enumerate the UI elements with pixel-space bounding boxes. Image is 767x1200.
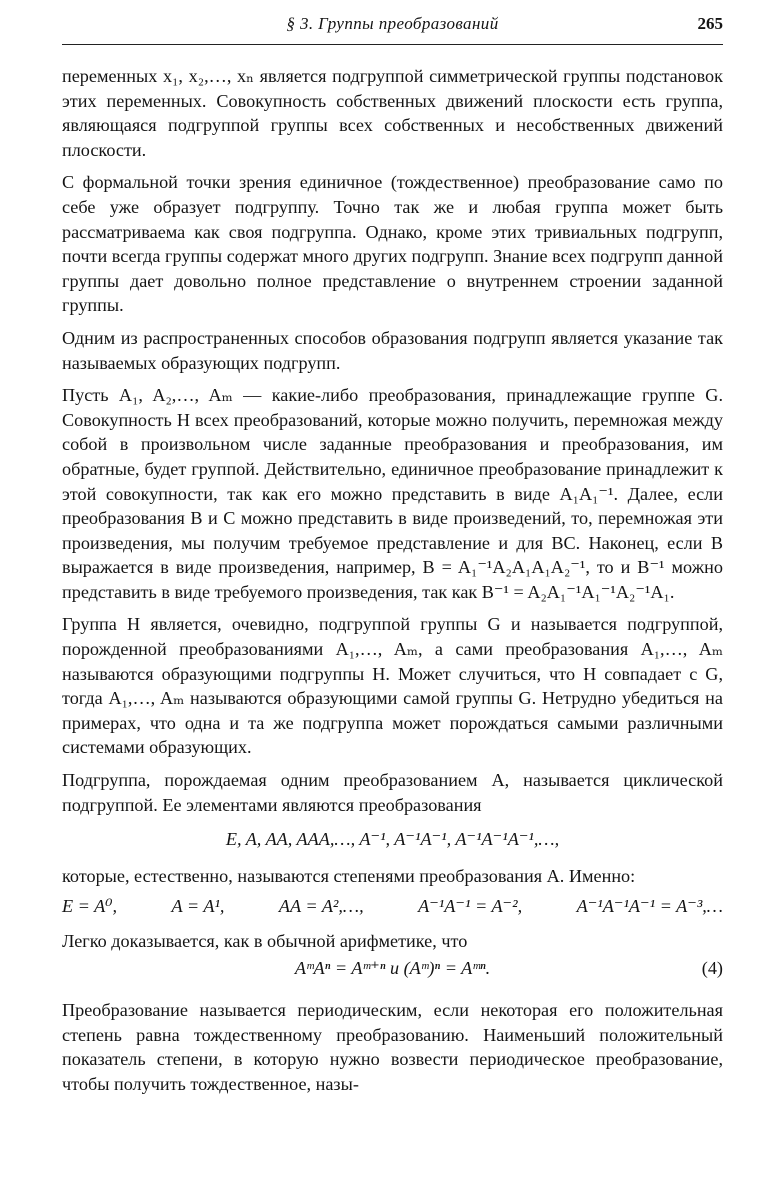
power-minus-three: A⁻¹A⁻¹A⁻¹ = A⁻³,… bbox=[576, 896, 723, 917]
power-two: AA = A²,…, bbox=[278, 896, 364, 917]
paragraph-powers-intro: которые, естественно, называются степенями преобразования A. Именно: bbox=[62, 865, 636, 886]
equation-number: (4) bbox=[701, 957, 723, 978]
formula-powers-list: E, A, AA, AAA,…, A⁻¹, A⁻¹A⁻¹, A⁻¹A⁻¹A⁻¹,…, bbox=[225, 829, 560, 850]
paragraph-arithmetic: Легко доказывается, как в обычной арифметике, что bbox=[62, 931, 468, 951]
section-title: § 3. Группы преобразований bbox=[286, 14, 499, 33]
page-number: 265 bbox=[697, 14, 723, 33]
paragraph-continued: переменных x₁, x₂,…, xₙ является подгруппой симметрической группы подстановок этих переменных. Совокупность собственных движений плоскости есть группа, являющаяся подгруппой группы всех собственных и несобственных движений плоскости. bbox=[62, 66, 723, 160]
paragraph-periodic: Преобразование называется периодическим, если некоторая его положительная степень равна тождественному преобразованию. Наименьший положительный показатель степени, в которую нужно возвести периодическое преобразование, чтобы получить тождественное, назы- bbox=[62, 1000, 723, 1094]
powers-row bbox=[62, 894, 723, 919]
page-body bbox=[62, 64, 723, 1097]
power-zero: E = A⁰, bbox=[62, 896, 118, 917]
equation-4-body: AᵐAⁿ = Aᵐ⁺ⁿ и (Aᵐ)ⁿ = Aᵐⁿ. bbox=[294, 957, 491, 978]
paragraph-generated-group: Пусть A₁, A₂,…, Aₘ — какие-либо преобразования, принадлежащие группе G. Совокупность H всех преобразований, которые можно получить, перемножая между собой в произвольном числе заданные преобразования и преобразования, им обратные, будет группой. Действительно, единичное преобразование принадлежит к этой совокупности, так как его можно представить в виде A₁A₁⁻¹. Далее, если преобразования B и C можно представить в виде произведений, то, перемножая эти произведения, мы получим требуемое представление и для BC. Наконец, если B выражается в виде произведения, например, B = A₁⁻¹A₂A₁A₁A₂⁻¹, то и B⁻¹ можно представить в виде требуемого произведения, так как B⁻¹ = A₂A₁⁻¹A₁⁻¹A₂⁻¹A₁. bbox=[62, 385, 723, 602]
paragraph-subgroup-generated: Группа H является, очевидно, подгруппой группы G и называется подгруппой, порожденной преобразованиями A₁,…, Aₘ, а сами преобразования A₁,…, Aₘ называются образующими подгруппы H. Может случиться, что H совпадает с G, тогда A₁,…, Aₘ называются образующими самой группы G. Нетрудно убедиться на примерах, что одна и та же подгруппа может порождаться самыми различными системами образующих. bbox=[62, 614, 723, 758]
power-one: A = A¹, bbox=[171, 896, 225, 917]
equation-4 bbox=[62, 956, 723, 981]
header-rule bbox=[62, 44, 723, 45]
paragraph-trivial-subgroups: С формальной точки зрения единичное (тождественное) преобразование само по себе уже образует подгруппу. Точно так же и любая группа может быть рассматриваема как своя подгруппа. Однако, кроме этих тривиальных подгрупп, почти всегда группы содержат много других подгрупп. Знание всех подгрупп данной группы дает довольно полное представление о внутреннем строении заданной группы. bbox=[62, 172, 723, 316]
paragraph-generators-intro: Одним из распространенных способов образования подгрупп является указание так называемых образующих подгрупп. bbox=[62, 327, 723, 373]
paragraph-cyclic-subgroup: Подгруппа, порождаемая одним преобразованием A, называется циклической подгруппой. Ее элементами являются преобразования bbox=[62, 770, 723, 815]
power-minus-two: A⁻¹A⁻¹ = A⁻², bbox=[418, 896, 523, 917]
running-header bbox=[62, 14, 723, 44]
